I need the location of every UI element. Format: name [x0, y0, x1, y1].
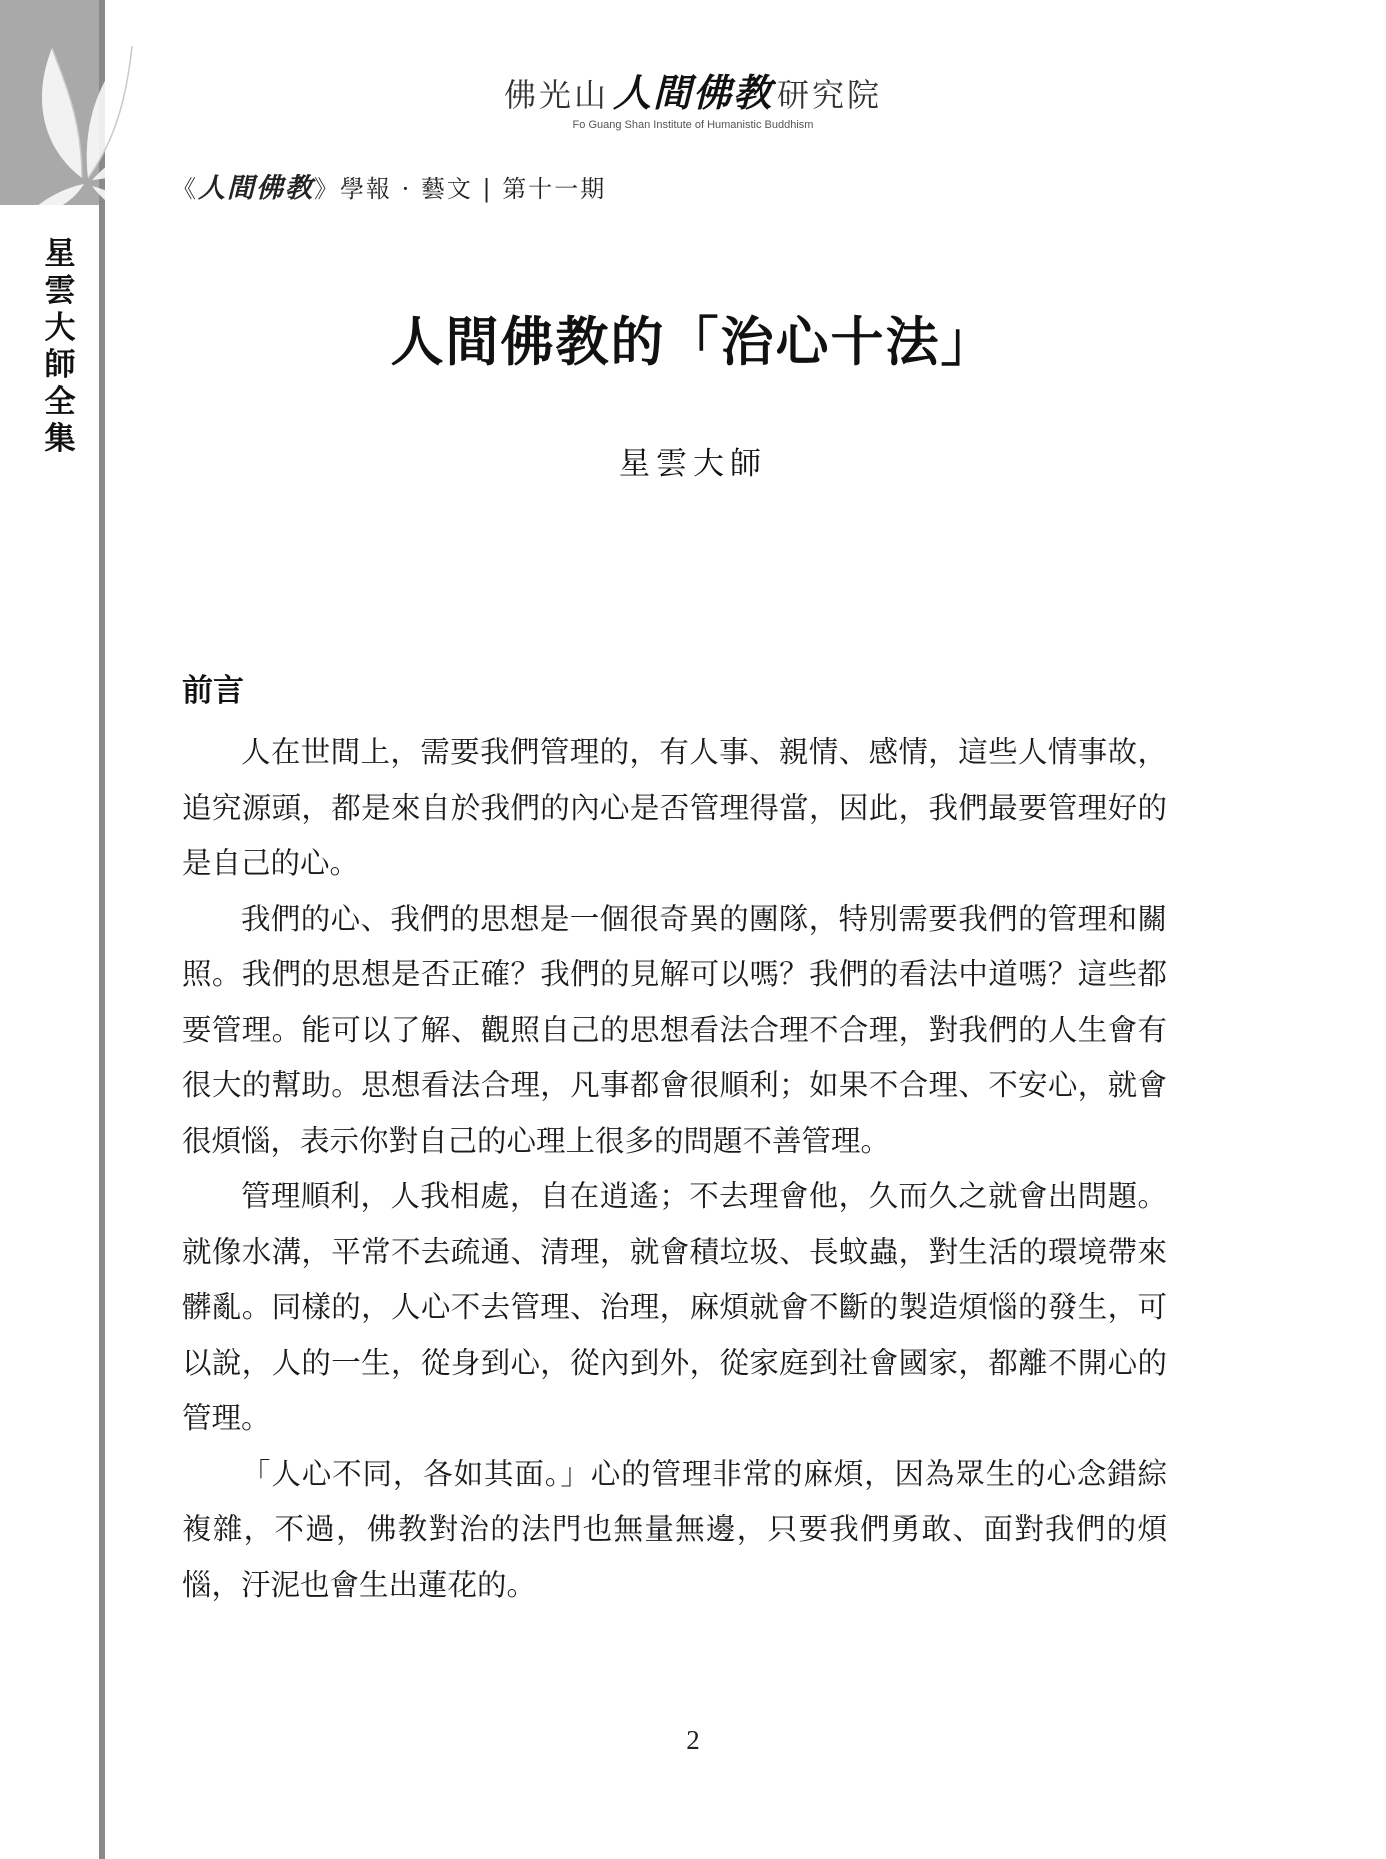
vertical-title-char: 師: [44, 347, 76, 383]
vertical-title-char: 雲: [44, 273, 76, 309]
vertical-title-char: 大: [44, 310, 76, 346]
institute-name: [0, 62, 1386, 117]
journal-info: [172, 166, 606, 205]
vertical-title-char: 集: [44, 421, 76, 457]
paragraph: 我們的心、我們的思想是一個很奇異的團隊，特別需要我們的管理和關照。我們的思想是否正確？我們的見解可以嗎？我們的看法中道嗎？這些都要管理。能可以了解、觀照自己的思想看法合理不合理，對我們的人生會有很大的幫助。思想看法合理，凡事都會很順利；如果不合理、不安心，就會很煩惱，表示你對自己的心理上很多的問題不善管理。: [182, 901, 1167, 1158]
journal-open-bracket: 《: [172, 175, 198, 203]
institute-brand: 人間佛教: [612, 70, 773, 115]
paragraph: 人在世間上，需要我們管理的，有人事、親情、感情，這些人情事故，追究源頭，都是來自於我們的內心是否管理得當，因此，我們最要管理好的是自己的心。: [182, 735, 1167, 880]
institute-prefix: 佛光山: [503, 76, 609, 114]
institute-suffix: 研究院: [777, 76, 883, 114]
article-author: 星雲大師: [619, 446, 767, 482]
journal-details: 》學報 · 藝文 | 第十一期: [314, 175, 607, 203]
institute-english-name: Fo Guang Shan Institute of Humanistic Buddhism: [572, 119, 814, 131]
side-bar: [99, 0, 105, 1859]
page-number: 2: [686, 1725, 700, 1755]
article-title: 人間佛教的「治心十法」: [390, 311, 996, 373]
paragraph: 「人心不同，各如其面。」心的管理非常的麻煩，因為眾生的心念錯綜複雜，不過，佛教對治的法門也無量無邊，只要我們勇敢、面對我們的煩惱，汙泥也會生出蓮花的。: [182, 1456, 1167, 1602]
article-body: [182, 725, 1167, 1613]
vertical-title-char: 星: [44, 236, 76, 272]
institute-header: [0, 62, 1386, 131]
journal-brand: 人間佛教: [198, 173, 314, 204]
vertical-title-char: 全: [44, 384, 76, 420]
paragraph: 管理順利，人我相處，自在逍遙；不去理會他，久而久之就會出問題。就像水溝，平常不去疏通、清理，就會積垃圾、長蚊蟲，對生活的環境帶來髒亂。同樣的，人心不去管理、治理，麻煩就會不斷的製造煩惱的發生，可以說，人的一生，從身到心，從內到外，從家庭到社會國家，都離不開心的管理。: [182, 1179, 1167, 1435]
section-heading: 前言: [182, 673, 244, 709]
